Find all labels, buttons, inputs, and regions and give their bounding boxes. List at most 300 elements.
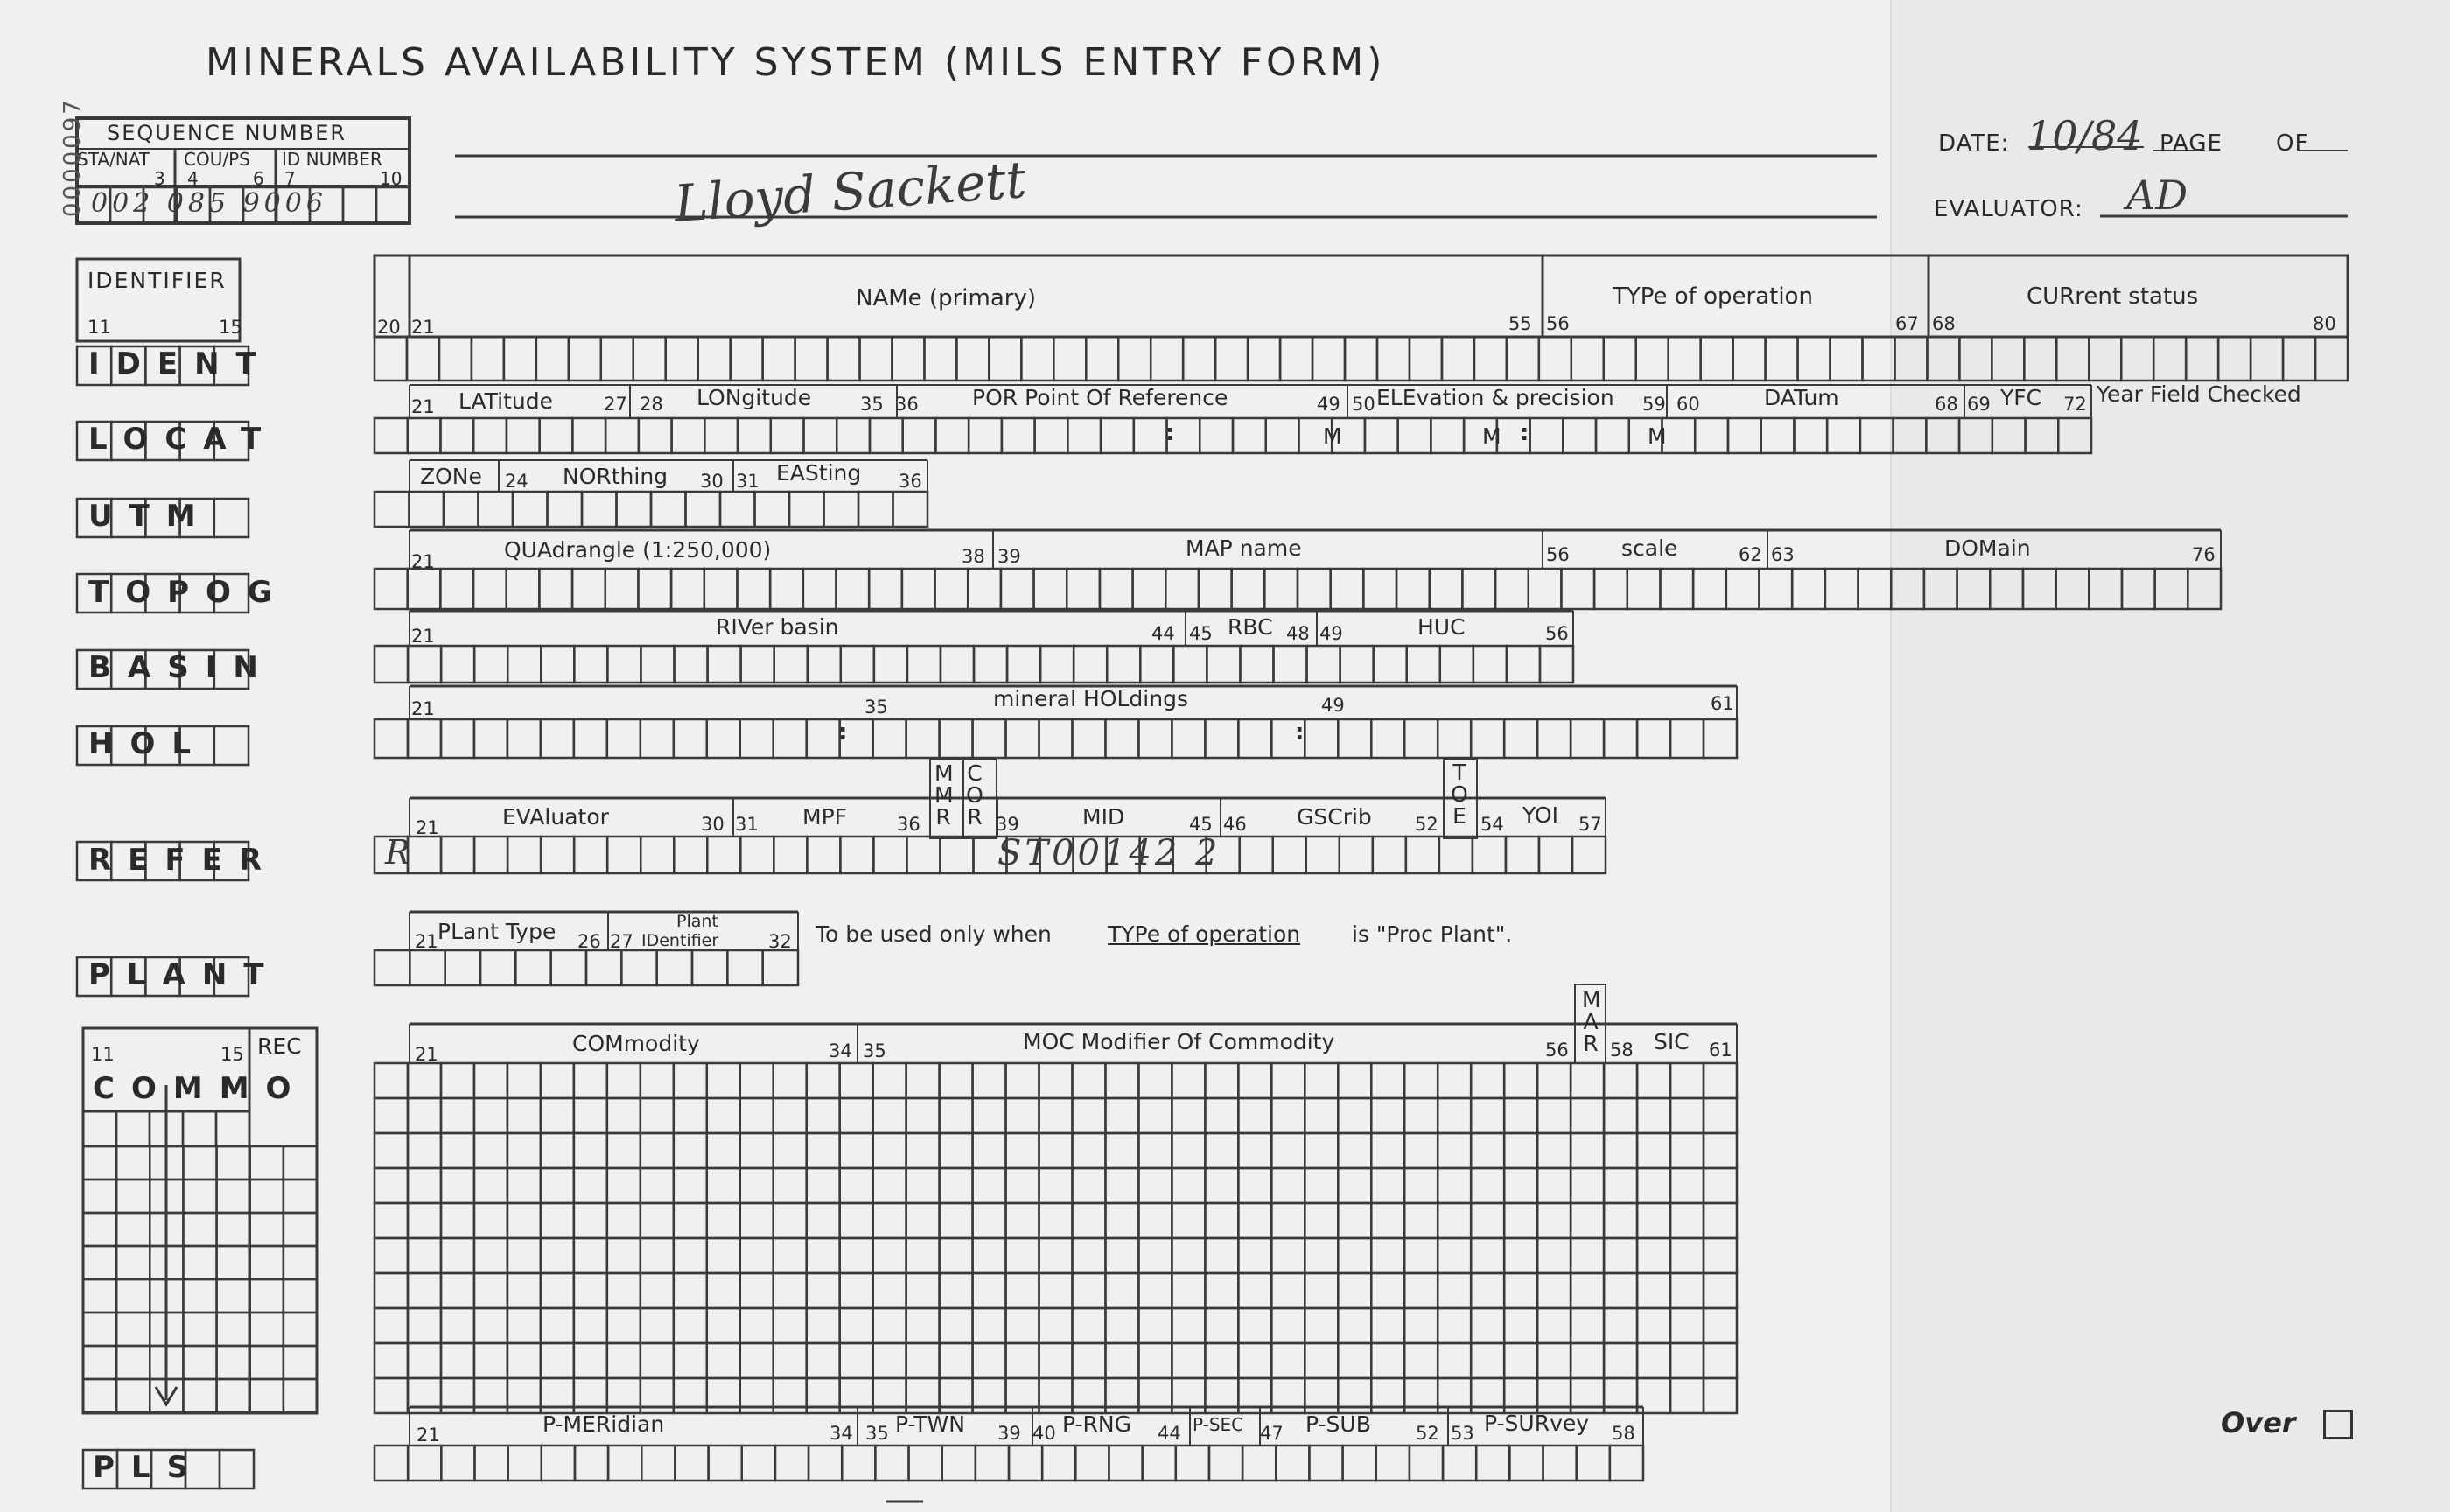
utm-entry-cell[interactable] <box>651 492 686 527</box>
commo-entry-cell[interactable] <box>1006 1063 1040 1098</box>
commo-tag-row-cell[interactable] <box>250 1180 284 1213</box>
hol-entry-cell[interactable] <box>408 719 441 758</box>
commo-entry-cell[interactable] <box>740 1133 774 1168</box>
locat-entry-cell[interactable] <box>1200 418 1233 453</box>
pls-entry-cell[interactable] <box>875 1446 908 1480</box>
commo-entry-cell[interactable] <box>1537 1168 1571 1203</box>
topog-entry-cell[interactable] <box>507 569 540 609</box>
topog-entry-cell[interactable] <box>1726 569 1760 609</box>
commo-entry-cell[interactable] <box>973 1133 1006 1168</box>
plant-entry-cell[interactable] <box>515 950 550 985</box>
commo-entry-cell[interactable] <box>1138 1203 1172 1238</box>
refer-entry-cell[interactable] <box>1539 836 1572 873</box>
commo-entry-cell[interactable] <box>1006 1203 1040 1238</box>
ident-entry-cell[interactable] <box>536 337 569 381</box>
commo-entry-cell[interactable] <box>1205 1203 1238 1238</box>
commo-entry-cell[interactable] <box>873 1098 906 1133</box>
topog-entry-cell[interactable] <box>1990 569 2023 609</box>
commo-entry-cell[interactable] <box>906 1203 940 1238</box>
plant-entry-cell[interactable] <box>551 950 586 985</box>
commo-entry-cell[interactable] <box>1271 1063 1305 1098</box>
refer-entry-cell[interactable] <box>441 836 474 873</box>
commo-entry-cell[interactable] <box>740 1343 774 1378</box>
topog-entry-cell[interactable] <box>408 569 441 609</box>
topog-entry-cell[interactable] <box>1462 569 1495 609</box>
commo-tag-row-cell[interactable] <box>116 1279 150 1312</box>
basin-entry-cell[interactable] <box>1007 646 1040 682</box>
commo-entry-cell[interactable] <box>474 1203 508 1238</box>
topog-entry-cell[interactable] <box>1166 569 1199 609</box>
plant-entry-cell[interactable] <box>657 950 692 985</box>
locat-entry-cell[interactable] <box>704 418 738 453</box>
commo-tag-row-cell[interactable] <box>284 1279 317 1312</box>
commo-entry-cell[interactable] <box>607 1238 640 1273</box>
basin-entry-cell[interactable] <box>408 646 441 682</box>
hol-entry-cell[interactable] <box>1404 719 1438 758</box>
pls-entry-cell[interactable] <box>1343 1446 1376 1480</box>
commo-entry-cell[interactable] <box>1504 1308 1537 1343</box>
commo-entry-cell[interactable] <box>940 1203 973 1238</box>
ident-entry-cell[interactable] <box>795 337 828 381</box>
ident-entry-cell[interactable] <box>1118 337 1151 381</box>
refer-entry-cell[interactable] <box>1473 836 1506 873</box>
commo-entry-cell[interactable] <box>1172 1133 1205 1168</box>
hol-entry-cell[interactable] <box>1040 719 1073 758</box>
commo-entry-cell[interactable] <box>1138 1063 1172 1098</box>
commo-entry-cell[interactable] <box>508 1098 541 1133</box>
locat-entry-cell[interactable] <box>572 418 606 453</box>
commo-entry-cell[interactable] <box>1205 1308 1238 1343</box>
commo-entry-cell[interactable] <box>774 1133 807 1168</box>
commo-tag-row-cell[interactable] <box>250 1346 284 1379</box>
ident-entry-cell[interactable] <box>1539 337 1572 381</box>
commo-entry-cell[interactable] <box>1238 1098 1271 1133</box>
plant-entry-cell[interactable] <box>480 950 515 985</box>
commo-entry-cell[interactable] <box>940 1098 973 1133</box>
refer-entry-cell[interactable] <box>1406 836 1439 873</box>
commo-entry-cell[interactable] <box>1172 1343 1205 1378</box>
commo-entry-cell[interactable] <box>1704 1238 1737 1273</box>
hol-entry-cell[interactable] <box>1704 719 1737 758</box>
commo-entry-cell[interactable] <box>1537 1203 1571 1238</box>
hol-entry-cell[interactable] <box>607 719 640 758</box>
commo-entry-cell[interactable] <box>1040 1098 1073 1133</box>
ident-entry-cell[interactable] <box>569 337 601 381</box>
commo-entry-cell[interactable] <box>1637 1168 1670 1203</box>
commo-entry-cell[interactable] <box>774 1098 807 1133</box>
commo-entry-cell[interactable] <box>1637 1098 1670 1133</box>
commo-entry-cell[interactable] <box>1205 1133 1238 1168</box>
commo-entry-cell[interactable] <box>1504 1343 1537 1378</box>
commo-entry-cell[interactable] <box>674 1238 707 1273</box>
commo-entry-cell[interactable] <box>873 1203 906 1238</box>
topog-entry-cell[interactable] <box>1957 569 1991 609</box>
pls-entry-cell[interactable] <box>1509 1446 1543 1480</box>
pls-entry-cell[interactable] <box>742 1446 775 1480</box>
ident-entry-cell[interactable] <box>2315 337 2348 381</box>
commo-entry-cell[interactable] <box>1138 1098 1172 1133</box>
commo-entry-cell[interactable] <box>1537 1308 1571 1343</box>
commo-entry-cell[interactable] <box>1072 1238 1105 1273</box>
topog-entry-cell[interactable] <box>770 569 803 609</box>
commo-tag-row-cell[interactable] <box>284 1246 317 1279</box>
commo-entry-cell[interactable] <box>1072 1133 1105 1168</box>
commo-entry-cell[interactable] <box>541 1133 574 1168</box>
commo-entry-cell[interactable] <box>740 1203 774 1238</box>
commo-entry-cell[interactable] <box>1072 1308 1105 1343</box>
commo-entry-cell[interactable] <box>640 1203 674 1238</box>
commo-entry-cell[interactable] <box>508 1273 541 1308</box>
topog-entry-cell[interactable] <box>606 569 639 609</box>
commo-entry-cell[interactable] <box>1504 1133 1537 1168</box>
commo-entry-cell[interactable] <box>408 1343 441 1378</box>
locat-entry-cell[interactable] <box>1695 418 1728 453</box>
commo-entry-cell[interactable] <box>1138 1343 1172 1378</box>
commo-entry-cell[interactable] <box>707 1308 740 1343</box>
commo-entry-cell[interactable] <box>1271 1273 1305 1308</box>
plant-entry-cell[interactable] <box>763 950 798 985</box>
commo-entry-cell[interactable] <box>973 1063 1006 1098</box>
hol-entry-cell[interactable] <box>1105 719 1138 758</box>
hol-entry-cell[interactable] <box>1172 719 1205 758</box>
commo-entry-cell[interactable] <box>1404 1098 1438 1133</box>
pls-entry-cell[interactable] <box>1109 1446 1142 1480</box>
topog-entry-cell[interactable] <box>1331 569 1364 609</box>
commo-entry-cell[interactable] <box>774 1063 807 1098</box>
commo-entry-cell[interactable] <box>374 1238 408 1273</box>
commo-entry-cell[interactable] <box>1537 1238 1571 1273</box>
topog-entry-cell[interactable] <box>935 569 969 609</box>
refer-entry-cell[interactable] <box>474 836 508 873</box>
basin-entry-cell[interactable] <box>1274 646 1307 682</box>
commo-entry-cell[interactable] <box>1537 1133 1571 1168</box>
commo-entry-cell[interactable] <box>740 1098 774 1133</box>
locat-entry-cell[interactable] <box>1894 418 1927 453</box>
commo-tag-row-cell[interactable] <box>217 1180 250 1213</box>
commo-entry-cell[interactable] <box>774 1343 807 1378</box>
hol-entry-cell[interactable] <box>873 719 906 758</box>
utm-entry-cell[interactable] <box>548 492 583 527</box>
commo-tag-row-cell[interactable] <box>83 1213 116 1246</box>
commo-entry-cell[interactable] <box>541 1098 574 1133</box>
commo-entry-cell[interactable] <box>574 1273 607 1308</box>
commo-entry-cell[interactable] <box>1571 1063 1604 1098</box>
locat-entry-cell[interactable] <box>1662 418 1696 453</box>
ident-entry-cell[interactable] <box>1604 337 1636 381</box>
hol-entry-cell[interactable] <box>774 719 807 758</box>
topog-entry-cell[interactable] <box>2188 569 2221 609</box>
commo-entry-cell[interactable] <box>906 1308 940 1343</box>
locat-entry-cell[interactable] <box>2058 418 2091 453</box>
commo-entry-cell[interactable] <box>441 1273 474 1308</box>
commo-entry-cell[interactable] <box>541 1238 574 1273</box>
hol-entry-cell[interactable] <box>807 719 840 758</box>
commo-entry-cell[interactable] <box>807 1133 840 1168</box>
ident-entry-cell[interactable] <box>1442 337 1474 381</box>
topog-entry-cell[interactable] <box>1792 569 1825 609</box>
commo-entry-cell[interactable] <box>1205 1063 1238 1098</box>
topog-entry-cell[interactable] <box>1660 569 1693 609</box>
ident-entry-cell[interactable] <box>828 337 860 381</box>
commo-entry-cell[interactable] <box>674 1273 707 1308</box>
plant-entry-cell[interactable] <box>445 950 480 985</box>
commo-entry-cell[interactable] <box>441 1098 474 1133</box>
commo-entry-cell[interactable] <box>940 1063 973 1098</box>
commo-entry-cell[interactable] <box>1040 1063 1073 1098</box>
commo-entry-cell[interactable] <box>1504 1098 1537 1133</box>
commo-tag-row-cell[interactable] <box>116 1213 150 1246</box>
commo-entry-cell[interactable] <box>1637 1133 1670 1168</box>
commo-entry-cell[interactable] <box>1305 1133 1338 1168</box>
pls-entry-cell[interactable] <box>1143 1446 1176 1480</box>
hol-entry-cell[interactable] <box>906 719 940 758</box>
hol-entry-cell[interactable] <box>640 719 674 758</box>
locat-entry-cell[interactable] <box>672 418 705 453</box>
ident-entry-cell[interactable] <box>1507 337 1539 381</box>
commo-tag-row-cell[interactable] <box>83 1180 116 1213</box>
commo-entry-cell[interactable] <box>408 1133 441 1168</box>
topog-entry-cell[interactable] <box>1529 569 1562 609</box>
topog-entry-cell[interactable] <box>1825 569 1858 609</box>
commo-entry-cell[interactable] <box>906 1098 940 1133</box>
commo-entry-cell[interactable] <box>1006 1343 1040 1378</box>
basin-entry-cell[interactable] <box>1140 646 1173 682</box>
basin-entry-cell[interactable] <box>541 646 574 682</box>
commo-entry-cell[interactable] <box>374 1343 408 1378</box>
topog-entry-cell[interactable] <box>638 569 671 609</box>
commo-tag-row-cell[interactable] <box>284 1346 317 1379</box>
commo-tag-row-cell[interactable] <box>183 1346 216 1379</box>
commo-entry-cell[interactable] <box>508 1238 541 1273</box>
pls-entry-cell[interactable] <box>1610 1446 1643 1480</box>
commo-entry-cell[interactable] <box>574 1343 607 1378</box>
locat-entry-cell[interactable] <box>1530 418 1564 453</box>
commo-entry-cell[interactable] <box>1371 1203 1404 1238</box>
commo-entry-cell[interactable] <box>474 1273 508 1308</box>
commo-tag-row-cell[interactable] <box>83 1279 116 1312</box>
pls-entry-cell[interactable] <box>675 1446 708 1480</box>
locat-entry-cell[interactable] <box>1860 418 1894 453</box>
basin-entry-cell[interactable] <box>1173 646 1207 682</box>
topog-entry-cell[interactable] <box>473 569 507 609</box>
commo-entry-cell[interactable] <box>1471 1273 1504 1308</box>
locat-entry-cell[interactable] <box>870 418 903 453</box>
commo-entry-cell[interactable] <box>1704 1168 1737 1203</box>
refer-entry-cell[interactable] <box>508 836 541 873</box>
commo-entry-cell[interactable] <box>1040 1168 1073 1203</box>
topog-entry-cell[interactable] <box>902 569 935 609</box>
topog-entry-cell[interactable] <box>1100 569 1133 609</box>
pls-entry-cell[interactable] <box>508 1446 542 1480</box>
commo-entry-cell[interactable] <box>1571 1133 1604 1168</box>
locat-entry-cell[interactable] <box>1398 418 1432 453</box>
commo-entry-cell[interactable] <box>1471 1203 1504 1238</box>
locat-entry-cell[interactable] <box>639 418 672 453</box>
topog-entry-cell[interactable] <box>1594 569 1628 609</box>
commo-entry-cell[interactable] <box>1704 1308 1737 1343</box>
locat-entry-cell[interactable] <box>1728 418 1761 453</box>
commo-entry-cell[interactable] <box>1604 1273 1637 1308</box>
commo-entry-cell[interactable] <box>1371 1308 1404 1343</box>
commo-entry-cell[interactable] <box>1305 1063 1338 1098</box>
locat-entry-cell[interactable] <box>1563 418 1596 453</box>
commo-entry-cell[interactable] <box>1271 1168 1305 1203</box>
commo-entry-cell[interactable] <box>840 1203 873 1238</box>
utm-entry-cell[interactable] <box>755 492 790 527</box>
commo-entry-cell[interactable] <box>441 1308 474 1343</box>
commo-entry-cell[interactable] <box>1537 1063 1571 1098</box>
commo-entry-cell[interactable] <box>408 1238 441 1273</box>
commo-entry-cell[interactable] <box>1371 1063 1404 1098</box>
commo-entry-cell[interactable] <box>1138 1168 1172 1203</box>
ident-entry-cell[interactable] <box>1021 337 1054 381</box>
commo-entry-cell[interactable] <box>1205 1168 1238 1203</box>
ident-entry-cell[interactable] <box>504 337 536 381</box>
commo-entry-cell[interactable] <box>1105 1133 1138 1168</box>
commo-entry-cell[interactable] <box>873 1063 906 1098</box>
commo-entry-cell[interactable] <box>1172 1203 1205 1238</box>
hol-entry-cell[interactable] <box>1371 719 1404 758</box>
commo-entry-cell[interactable] <box>1338 1063 1371 1098</box>
commo-entry-cell[interactable] <box>1571 1308 1604 1343</box>
commo-entry-cell[interactable] <box>1637 1203 1670 1238</box>
pls-entry-cell[interactable] <box>909 1446 942 1480</box>
pls-entry-cell[interactable] <box>1276 1446 1309 1480</box>
ident-entry-cell[interactable] <box>2250 337 2283 381</box>
commo-entry-cell[interactable] <box>1238 1343 1271 1378</box>
hol-entry-cell[interactable] <box>374 719 408 758</box>
commo-entry-cell[interactable] <box>940 1308 973 1343</box>
commo-entry-cell[interactable] <box>474 1238 508 1273</box>
commo-entry-cell[interactable] <box>1504 1168 1537 1203</box>
hol-entry-cell[interactable] <box>1471 719 1504 758</box>
ident-entry-cell[interactable] <box>2056 337 2089 381</box>
ident-entry-cell[interactable] <box>1474 337 1507 381</box>
commo-entry-cell[interactable] <box>906 1273 940 1308</box>
utm-entry-cell[interactable] <box>617 492 652 527</box>
commo-entry-cell[interactable] <box>640 1168 674 1203</box>
commo-entry-cell[interactable] <box>541 1063 574 1098</box>
commo-entry-cell[interactable] <box>1571 1343 1604 1378</box>
topog-entry-cell[interactable] <box>869 569 902 609</box>
refer-entry-cell[interactable] <box>541 836 574 873</box>
commo-entry-cell[interactable] <box>1105 1273 1138 1308</box>
ident-entry-cell[interactable] <box>1345 337 1377 381</box>
commo-entry-cell[interactable] <box>574 1308 607 1343</box>
commo-entry-cell[interactable] <box>1604 1308 1637 1343</box>
plant-entry-cell[interactable] <box>692 950 727 985</box>
pls-entry-cell[interactable] <box>709 1446 742 1480</box>
basin-entry-cell[interactable] <box>374 646 408 682</box>
commo-entry-cell[interactable] <box>508 1343 541 1378</box>
hol-entry-cell[interactable] <box>574 719 607 758</box>
commo-entry-cell[interactable] <box>674 1098 707 1133</box>
commo-entry-cell[interactable] <box>707 1343 740 1378</box>
hol-entry-cell[interactable] <box>1637 719 1670 758</box>
ident-entry-cell[interactable] <box>860 337 892 381</box>
commo-entry-cell[interactable] <box>1571 1238 1604 1273</box>
topog-entry-cell[interactable] <box>1001 569 1034 609</box>
ident-entry-cell[interactable] <box>634 337 666 381</box>
topog-entry-cell[interactable] <box>2056 569 2090 609</box>
commo-entry-cell[interactable] <box>674 1063 707 1098</box>
commo-entry-cell[interactable] <box>1704 1133 1737 1168</box>
commo-entry-cell[interactable] <box>1504 1203 1537 1238</box>
ident-entry-cell[interactable] <box>1151 337 1183 381</box>
commo-entry-cell[interactable] <box>1704 1063 1737 1098</box>
commo-tag-row-cell[interactable] <box>217 1279 250 1312</box>
commo-entry-cell[interactable] <box>973 1168 1006 1203</box>
commo-entry-cell[interactable] <box>408 1063 441 1098</box>
commo-entry-cell[interactable] <box>474 1133 508 1168</box>
basin-entry-cell[interactable] <box>441 646 474 682</box>
commo-entry-cell[interactable] <box>1271 1098 1305 1133</box>
commo-entry-cell[interactable] <box>1604 1343 1637 1378</box>
commo-tag-row-cell[interactable] <box>217 1246 250 1279</box>
commo-entry-cell[interactable] <box>707 1098 740 1133</box>
commo-entry-cell[interactable] <box>1438 1133 1471 1168</box>
commo-entry-cell[interactable] <box>1238 1273 1271 1308</box>
hol-entry-cell[interactable] <box>1338 719 1371 758</box>
hol-entry-cell[interactable] <box>541 719 574 758</box>
commo-entry-cell[interactable] <box>707 1063 740 1098</box>
commo-entry-cell[interactable] <box>1604 1133 1637 1168</box>
commo-tag-row-cell[interactable] <box>183 1146 216 1180</box>
commo-entry-cell[interactable] <box>774 1203 807 1238</box>
hol-entry-cell[interactable] <box>474 719 508 758</box>
commo-entry-cell[interactable] <box>408 1308 441 1343</box>
commo-entry-cell[interactable] <box>1704 1273 1737 1308</box>
commo-entry-cell[interactable] <box>1704 1203 1737 1238</box>
commo-entry-cell[interactable] <box>607 1273 640 1308</box>
commo-entry-cell[interactable] <box>1438 1098 1471 1133</box>
hol-entry-cell[interactable] <box>973 719 1006 758</box>
commo-entry-cell[interactable] <box>1040 1203 1073 1238</box>
commo-entry-cell[interactable] <box>1040 1308 1073 1343</box>
refer-entry-cell[interactable] <box>1306 836 1340 873</box>
ident-entry-cell[interactable] <box>763 337 795 381</box>
commo-entry-cell[interactable] <box>1040 1133 1073 1168</box>
refer-entry-cell[interactable] <box>740 836 774 873</box>
basin-entry-cell[interactable] <box>1107 646 1140 682</box>
commo-tag-row-cell[interactable] <box>250 1312 284 1346</box>
refer-entry-cell[interactable] <box>1373 836 1406 873</box>
commo-entry-cell[interactable] <box>640 1238 674 1273</box>
ident-entry-cell[interactable] <box>666 337 698 381</box>
commo-entry-cell[interactable] <box>1371 1238 1404 1273</box>
commo-entry-cell[interactable] <box>1006 1238 1040 1273</box>
ident-entry-cell[interactable] <box>1927 337 1959 381</box>
hol-entry-cell[interactable] <box>707 719 740 758</box>
topog-entry-cell[interactable] <box>1232 569 1265 609</box>
ident-entry-cell[interactable] <box>1054 337 1086 381</box>
commo-entry-cell[interactable] <box>607 1063 640 1098</box>
commo-entry-cell[interactable] <box>508 1308 541 1343</box>
commo-entry-cell[interactable] <box>940 1273 973 1308</box>
commo-entry-cell[interactable] <box>408 1168 441 1203</box>
commo-entry-cell[interactable] <box>1172 1238 1205 1273</box>
ident-entry-cell[interactable] <box>407 337 439 381</box>
hol-entry-cell[interactable] <box>441 719 474 758</box>
plant-entry-cell[interactable] <box>727 950 762 985</box>
basin-entry-cell[interactable] <box>508 646 541 682</box>
utm-entry-cell[interactable] <box>824 492 859 527</box>
commo-entry-cell[interactable] <box>1471 1308 1504 1343</box>
basin-entry-cell[interactable] <box>874 646 907 682</box>
ident-entry-cell[interactable] <box>1798 337 1830 381</box>
ident-entry-cell[interactable] <box>1312 337 1345 381</box>
commo-entry-cell[interactable] <box>374 1273 408 1308</box>
